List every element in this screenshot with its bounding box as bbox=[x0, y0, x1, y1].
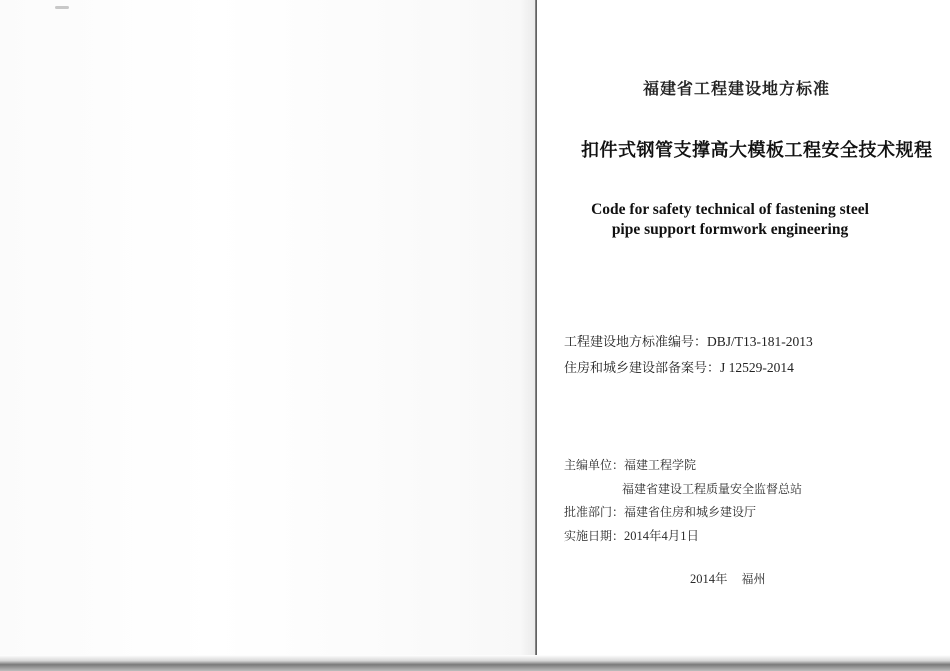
title-english-line-2: pipe support formwork engineering bbox=[611, 221, 849, 238]
standard-number: DBJ/T13-181-2013 bbox=[707, 334, 813, 349]
approver-line bbox=[564, 503, 756, 520]
scan-speck bbox=[55, 6, 69, 9]
filing-number-label: 住房和城乡建设部备案号： bbox=[564, 361, 721, 376]
standard-organization: 福建省工程建设地方标准 bbox=[643, 79, 831, 98]
chief-editor-1: 福建工程学院 bbox=[624, 458, 697, 472]
filing-number-line bbox=[564, 357, 794, 376]
page-bottom-edge bbox=[0, 655, 950, 671]
title-english-line-1: Code for safety technical of fastening steel bbox=[591, 201, 869, 218]
spine-shadow bbox=[520, 0, 536, 671]
imprint-year: 2014年 bbox=[690, 572, 728, 586]
chief-editor-label: 主编单位： bbox=[564, 458, 625, 472]
chief-editor-line bbox=[564, 456, 696, 473]
standard-number-line bbox=[564, 331, 813, 350]
chief-editor-2: 福建省建设工程质量安全监督总站 bbox=[622, 482, 803, 496]
effective-date-label: 实施日期： bbox=[564, 529, 625, 543]
effective-date: 2014年4月1日 bbox=[624, 529, 700, 543]
standard-number-label: 工程建设地方标准编号： bbox=[564, 335, 708, 350]
title-chinese: 扣件式钢管支撑高大模板工程安全技术规程 bbox=[581, 140, 933, 161]
effective-date-line bbox=[564, 526, 699, 544]
title-english bbox=[560, 200, 900, 240]
imprint-city: 福州 bbox=[741, 572, 766, 586]
filing-number: J 12529-2014 bbox=[720, 360, 794, 375]
imprint-footer bbox=[690, 569, 766, 587]
approver-label: 批准部门： bbox=[564, 505, 625, 519]
approver: 福建省住房和城乡建设厅 bbox=[624, 505, 757, 519]
